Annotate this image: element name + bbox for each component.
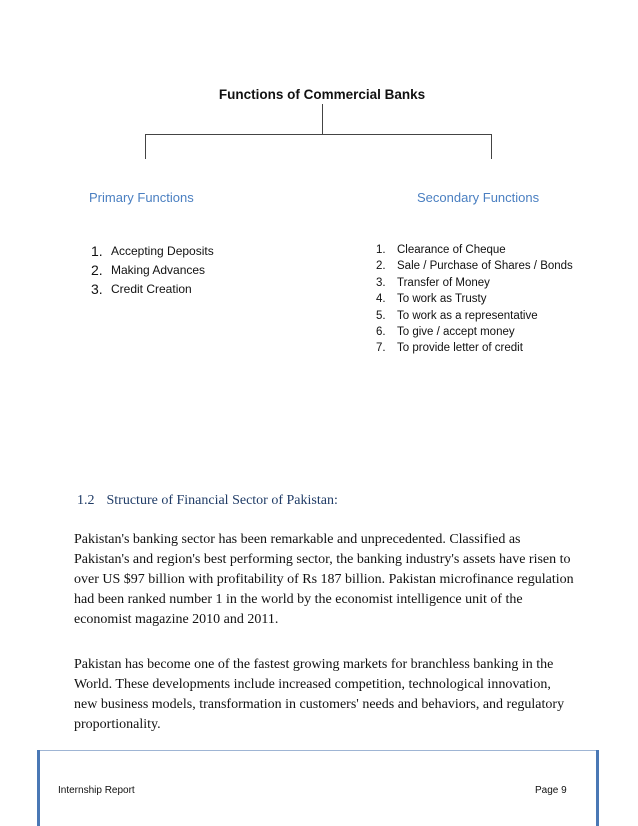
item-text: Transfer of Money	[397, 276, 490, 289]
item-text: Sale / Purchase of Shares / Bonds	[397, 260, 573, 273]
list-item	[376, 291, 573, 307]
item-text: To provide letter of credit	[397, 342, 523, 355]
item-text: To give / accept money	[397, 325, 515, 338]
connector-stem	[322, 104, 323, 134]
item-number: 2.	[91, 262, 103, 278]
secondary-functions-list	[376, 242, 573, 357]
list-item	[376, 275, 573, 291]
list-item	[376, 340, 573, 356]
item-number: 3.	[376, 276, 386, 289]
item-number: 7.	[376, 342, 386, 355]
footer-right-bar	[596, 750, 599, 826]
item-text: Accepting Deposits	[111, 244, 214, 258]
footer-page-number: Page 9	[535, 785, 567, 796]
list-item	[376, 242, 573, 258]
section-heading	[77, 493, 338, 509]
section-title: Structure of Financial Sector of Pakistan:	[106, 493, 338, 508]
item-number: 1.	[376, 244, 386, 256]
list-item	[376, 324, 573, 340]
item-number: 2.	[376, 260, 386, 273]
connector-horizontal	[145, 134, 492, 135]
footer-rule	[37, 750, 599, 751]
primary-functions-list	[91, 242, 214, 299]
diagram-title: Functions of Commercial Banks	[218, 87, 426, 102]
item-number: 3.	[91, 281, 103, 297]
footer-report-title: Internship Report	[58, 785, 135, 796]
item-text: Credit Creation	[111, 282, 192, 296]
list-item	[91, 261, 214, 280]
paragraph-banking-sector: Pakistan's banking sector has been remarkable and unprecedented. Classified as Pakistan's and region's best performing sector, the banking industry's assets have risen to over US $97 billion with profitability of Rs 187 billion. Pakistan microfinance regulation had been ranked number 1 in the world by the economist intelligence unit of the economist magazine 2010 and 2011.	[74, 532, 574, 627]
list-item	[376, 258, 573, 274]
list-item	[91, 280, 214, 299]
connector-right-drop	[491, 134, 492, 159]
connector-left-drop	[145, 134, 146, 159]
section-number: 1.2	[77, 493, 95, 508]
secondary-functions-heading: Secondary Functions	[417, 190, 540, 205]
item-text: To work as a representative	[397, 309, 538, 322]
item-text: To work as Trusty	[397, 293, 487, 306]
paragraph-branchless-banking: Pakistan has become one of the fastest growing markets for branchless banking in the World. These developments include increased competition, technological innovation, new business models, transformation in customers' needs and behaviors, and regulatory proportionality.	[74, 657, 565, 732]
list-item	[91, 242, 214, 261]
list-item	[376, 308, 573, 324]
item-number: 4.	[376, 293, 386, 306]
item-number: 5.	[376, 309, 386, 322]
item-number: 6.	[376, 325, 386, 338]
primary-functions-heading: Primary Functions	[89, 190, 194, 205]
footer-left-bar	[37, 750, 40, 826]
item-number: 1.	[91, 243, 103, 259]
item-text: Making Advances	[111, 263, 206, 277]
item-text: Clearance of Cheque	[397, 244, 506, 256]
